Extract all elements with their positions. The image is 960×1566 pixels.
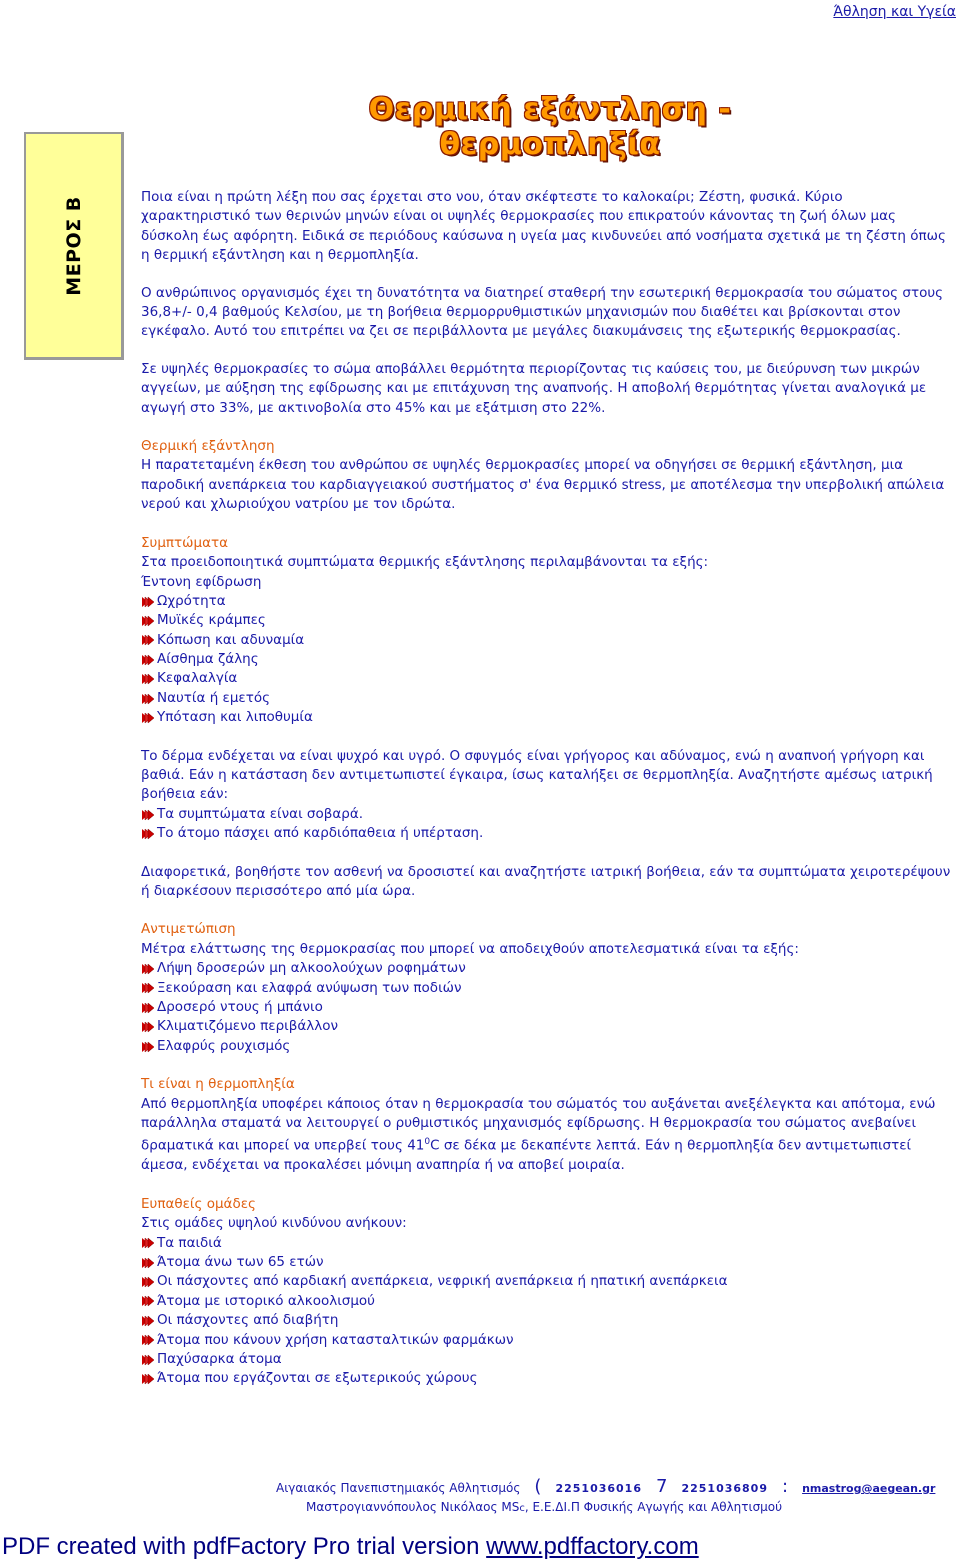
list-item-label: Αίσθημα ζάλης: [157, 651, 259, 668]
email-link[interactable]: nmastrog@aegean.gr: [802, 1482, 936, 1495]
list-item: [141, 824, 956, 843]
list-item-label: Παχύσαρκα άτομα: [157, 1350, 282, 1367]
urgent-list: [141, 805, 956, 844]
double-arrow-bullet-icon: [141, 693, 156, 705]
fax-number: 2251036809: [681, 1482, 768, 1495]
contact-line: [276, 1478, 936, 1498]
mail-icon: :: [782, 1476, 789, 1497]
double-arrow-bullet-icon: [141, 1354, 156, 1366]
list-item-label: Μυϊκές κράμπες: [157, 612, 266, 629]
list-item-label: Ελαφρύς ρουχισμός: [157, 1037, 291, 1054]
list-item: [141, 708, 956, 727]
list-item: [141, 1272, 956, 1291]
list-item: [141, 1292, 956, 1311]
list-item: [141, 669, 956, 688]
list-item-label: Άτομα άνω των 65 ετών: [157, 1253, 324, 1270]
double-arrow-bullet-icon: [141, 654, 156, 666]
double-arrow-bullet-icon: [141, 1041, 156, 1053]
list-item-label: Άτομα με ιστορικό αλκοολισμού: [157, 1292, 375, 1309]
list-item-label: Άτομα που εργάζονται σε εξωτερικούς χώρους: [157, 1370, 478, 1387]
list-item-label: Κλιματιζόμενο περιβάλλον: [157, 1018, 339, 1035]
phone-icon: (: [534, 1476, 542, 1497]
heatstroke-heading: Τι είναι η θερμοπληξία: [141, 1076, 295, 1093]
double-arrow-bullet-icon: [141, 634, 156, 646]
list-item-label: Κεφαλαλγία: [157, 670, 238, 687]
list-item: [141, 1234, 956, 1253]
list-item-label: Άτομα που κάνουν χρήση κατασταλτικών φαρμάκων: [157, 1331, 514, 1348]
double-arrow-bullet-icon: [141, 1002, 156, 1014]
section-link[interactable]: Άθληση και Υγεία: [833, 4, 956, 20]
list-item-label: Δροσερό ντους ή μπάνιο: [157, 999, 323, 1016]
groups-list: [141, 1234, 956, 1389]
list-item-label: Ναυτία ή εμετός: [157, 689, 271, 706]
degree-superscript: 0: [424, 1137, 431, 1148]
list-item: [141, 611, 956, 630]
list-item-label: Κόπωση και αδυναμία: [157, 631, 305, 648]
pdf-factory-link[interactable]: www.pdffactory.com: [486, 1533, 699, 1560]
double-arrow-bullet-icon: [141, 1334, 156, 1346]
list-item: [141, 631, 956, 650]
page-title: Θερμική εξάντληση - θερμοπληξία: [368, 92, 732, 162]
list-item: [141, 592, 956, 611]
list-item: [141, 689, 956, 708]
author-degree-suffix: c: [519, 1503, 525, 1514]
exhaustion-heading: Θερμική εξάντληση: [141, 438, 275, 455]
double-arrow-bullet-icon: [141, 963, 156, 975]
part-label: ΜΕΡΟΣ Β: [62, 195, 85, 296]
organization-name: Αιγαιακός Πανεπιστημιακός Αθλητισμός: [276, 1481, 521, 1495]
list-item: [141, 1369, 956, 1388]
list-item-label: Λήψη δροσερών μη αλκοολούχων ροφημάτων: [157, 960, 466, 977]
double-arrow-bullet-icon: [141, 1257, 156, 1269]
list-item: [141, 1350, 956, 1369]
list-item-label: Ωχρότητα: [157, 592, 226, 609]
author-role: , Ε.Ε.ΔΙ.Π Φυσικής Αγωγής και Αθλητισμού: [524, 1500, 783, 1514]
list-item-label: Τα συμπτώματα είναι σοβαρά.: [157, 805, 364, 822]
heatstroke-text-a: Από θερμοπληξία υποφέρει κάποιος όταν η θερμοκρασία του σώματός του αυξάνεται ανεξέλεγκτα και απότομα, ενώ παράλληλα σταματά να λειτουργεί ο ρυθμιστικός μηχανισμός εφίδρωσης. Η θερμοκρασία του σώματος ανεβαίνει δραματικά και μπορεί να υπερβεί τους 41: [141, 1095, 936, 1154]
list-item-label: Τα παιδιά: [157, 1234, 222, 1251]
symptoms-list: [141, 592, 956, 728]
author-name: Μαστρογιαννόπουλος Νικόλαος MS: [306, 1500, 520, 1514]
symptoms-intro: Στα προειδοποιητικά συμπτώματα θερμικής εξάντλησης περιλαμβάνονται τα εξής:: [141, 554, 709, 571]
groups-intro: Στις ομάδες υψηλού κινδύνου ανήκουν:: [141, 1215, 407, 1232]
symptom-first: Έντονη εφίδρωση: [141, 573, 262, 590]
author-line: [306, 1498, 936, 1518]
pdf-creator-banner: [2, 1533, 699, 1561]
list-item: [141, 979, 956, 998]
treatment-list: [141, 959, 956, 1056]
exhaustion-text: Η παρατεταμένη έκθεση του ανθρώπου σε υψηλές θερμοκρασίες μπορεί να οδηγήσει σε θερμική εξάντληση, μια παροδική ανεπάρκεια του καρδιαγγειακού συστήματος σ' ένα θερμικό stress, με αποτέλεσμα την υπερβολική απώλεια νερού και χλωριούχου νατρίου με τον ιδρώτα.: [141, 457, 945, 513]
pdf-banner-text: PDF created with pdfFactory Pro trial version: [2, 1533, 487, 1560]
intro-paragraph-2: Ο ανθρώπινος οργανισμός έχει τη δυνατότητα να διατηρεί σταθερή την εσωτερική θερμοκρασία του σώματος στους 36,8+/- 0,4 βαθμούς Κελσίου, με τη βοήθεια θερμορρυθμιστικών μηχανισμών που διαθέτει και βρίσκονται στον εγκέφαλο. Αυτό του επιτρέπει να ζει σε περιβάλλοντα με μεγάλες διακυμάνσεις της εξωτερικής θερμοκρασίας.: [141, 284, 944, 340]
skin-paragraph: Το δέρμα ενδέχεται να είναι ψυχρό και υγρό. Ο σφυγμός είναι γρήγορος και αδύναμος, ενώ η αναπνοή γρήγορη και βαθιά. Εάν η κατάσταση δεν αντιμετωπιστεί έγκαιρα, ίσως καταλήξει σε θερμοπληξία. Αναζητήστε αμέσως ιατρική βοήθεια εάν:: [141, 747, 933, 803]
page-footer: [276, 1478, 936, 1518]
list-item-label: Ξεκούραση και ελαφρά ανύψωση των ποδιών: [157, 979, 462, 996]
double-arrow-bullet-icon: [141, 982, 156, 994]
double-arrow-bullet-icon: [141, 1373, 156, 1385]
list-item-label: Οι πάσχοντες από καρδιακή ανεπάρκεια, νεφρική ανεπάρκεια ή ηπατική ανεπάρκεια: [157, 1273, 728, 1290]
list-item: [141, 1331, 956, 1350]
list-item: [141, 1253, 956, 1272]
list-item: [141, 1037, 956, 1056]
treatment-intro: Μέτρα ελάττωσης της θερμοκρασίας που μπορεί να αποδειχθούν αποτελεσματικά είναι τα εξής:: [141, 940, 799, 957]
list-item: [141, 998, 956, 1017]
double-arrow-bullet-icon: [141, 1276, 156, 1288]
list-item-label: Το άτομο πάσχει από καρδιόπαθεια ή υπέρταση.: [157, 825, 484, 842]
intro-paragraph-1: Ποια είναι η πρώτη λέξη που σας έρχεται στο νου, όταν σκέφτεστε το καλοκαίρι; Ζέστη, φυσικά. Κύριο χαρακτηριστικό των θερινών μηνών είναι οι υψηλές θερμοκρασίες που επικρατούν κάνοντας τη ζωή όλων μας δύσκολη έως αφόρητη. Ειδικά σε περιόδους καύσωνα η υγεία μας κινδυνεύει από νοσήματα σχετικά με τη ζέστη όπως η θερμική εξάντληση και η θερμοπληξία.: [141, 189, 946, 264]
list-item: [141, 805, 956, 824]
double-arrow-bullet-icon: [141, 673, 156, 685]
list-item-label: Οι πάσχοντες από διαβήτη: [157, 1312, 339, 1329]
double-arrow-bullet-icon: [141, 1315, 156, 1327]
article-body: [141, 188, 956, 1389]
list-item: [141, 650, 956, 669]
symptoms-heading: Συμπτώματα: [141, 534, 229, 551]
list-item: [141, 1017, 956, 1036]
fax-icon: 7: [656, 1476, 668, 1497]
heatstroke-text: [141, 1095, 956, 1176]
treatment-heading: Αντιμετώπιση: [141, 921, 236, 938]
heatstroke-text-b: C σε δέκα με δεκαπέντε λεπτά. Εάν η θερμοπληξία δεν αντιμετωπιστεί άμεσα, ενδέχεται να προκαλέσει μόνιμη αναπηρία ή να αποβεί μοιραία.: [141, 1137, 912, 1174]
double-arrow-bullet-icon: [141, 828, 156, 840]
double-arrow-bullet-icon: [141, 1237, 156, 1249]
double-arrow-bullet-icon: [141, 615, 156, 627]
phone-number: 2251036016: [555, 1482, 642, 1495]
double-arrow-bullet-icon: [141, 1295, 156, 1307]
part-label-box: [24, 132, 124, 360]
double-arrow-bullet-icon: [141, 596, 156, 608]
list-item: [141, 1311, 956, 1330]
double-arrow-bullet-icon: [141, 712, 156, 724]
double-arrow-bullet-icon: [141, 809, 156, 821]
groups-heading: Ευπαθείς ομάδες: [141, 1195, 256, 1212]
list-item: [141, 959, 956, 978]
intro-paragraph-3: Σε υψηλές θερμοκρασίες το σώμα αποβάλλει θερμότητα περιορίζοντας τις καύσεις του, με διεύρυνση των μικρών αγγείων, με αύξηση της εφίδρωσης και με επιτάχυνση της αναπνοής. Η αποβολή θερμότητας γίνεται αναλογικά με αγωγή στο 33%, με ακτινοβολία στο 45% και με εξάτμιση στο 22%.: [141, 360, 927, 416]
list-item-label: Υπόταση και λιποθυμία: [157, 709, 313, 726]
double-arrow-bullet-icon: [141, 1021, 156, 1033]
otherwise-paragraph: Διαφορετικά, βοηθήστε τον ασθενή να δροσιστεί και αναζητήστε ιατρική βοήθεια, εάν τα συμπτώματα χειροτερέψουν ή διαρκέσουν περισσότερο από μία ώρα.: [141, 863, 951, 900]
